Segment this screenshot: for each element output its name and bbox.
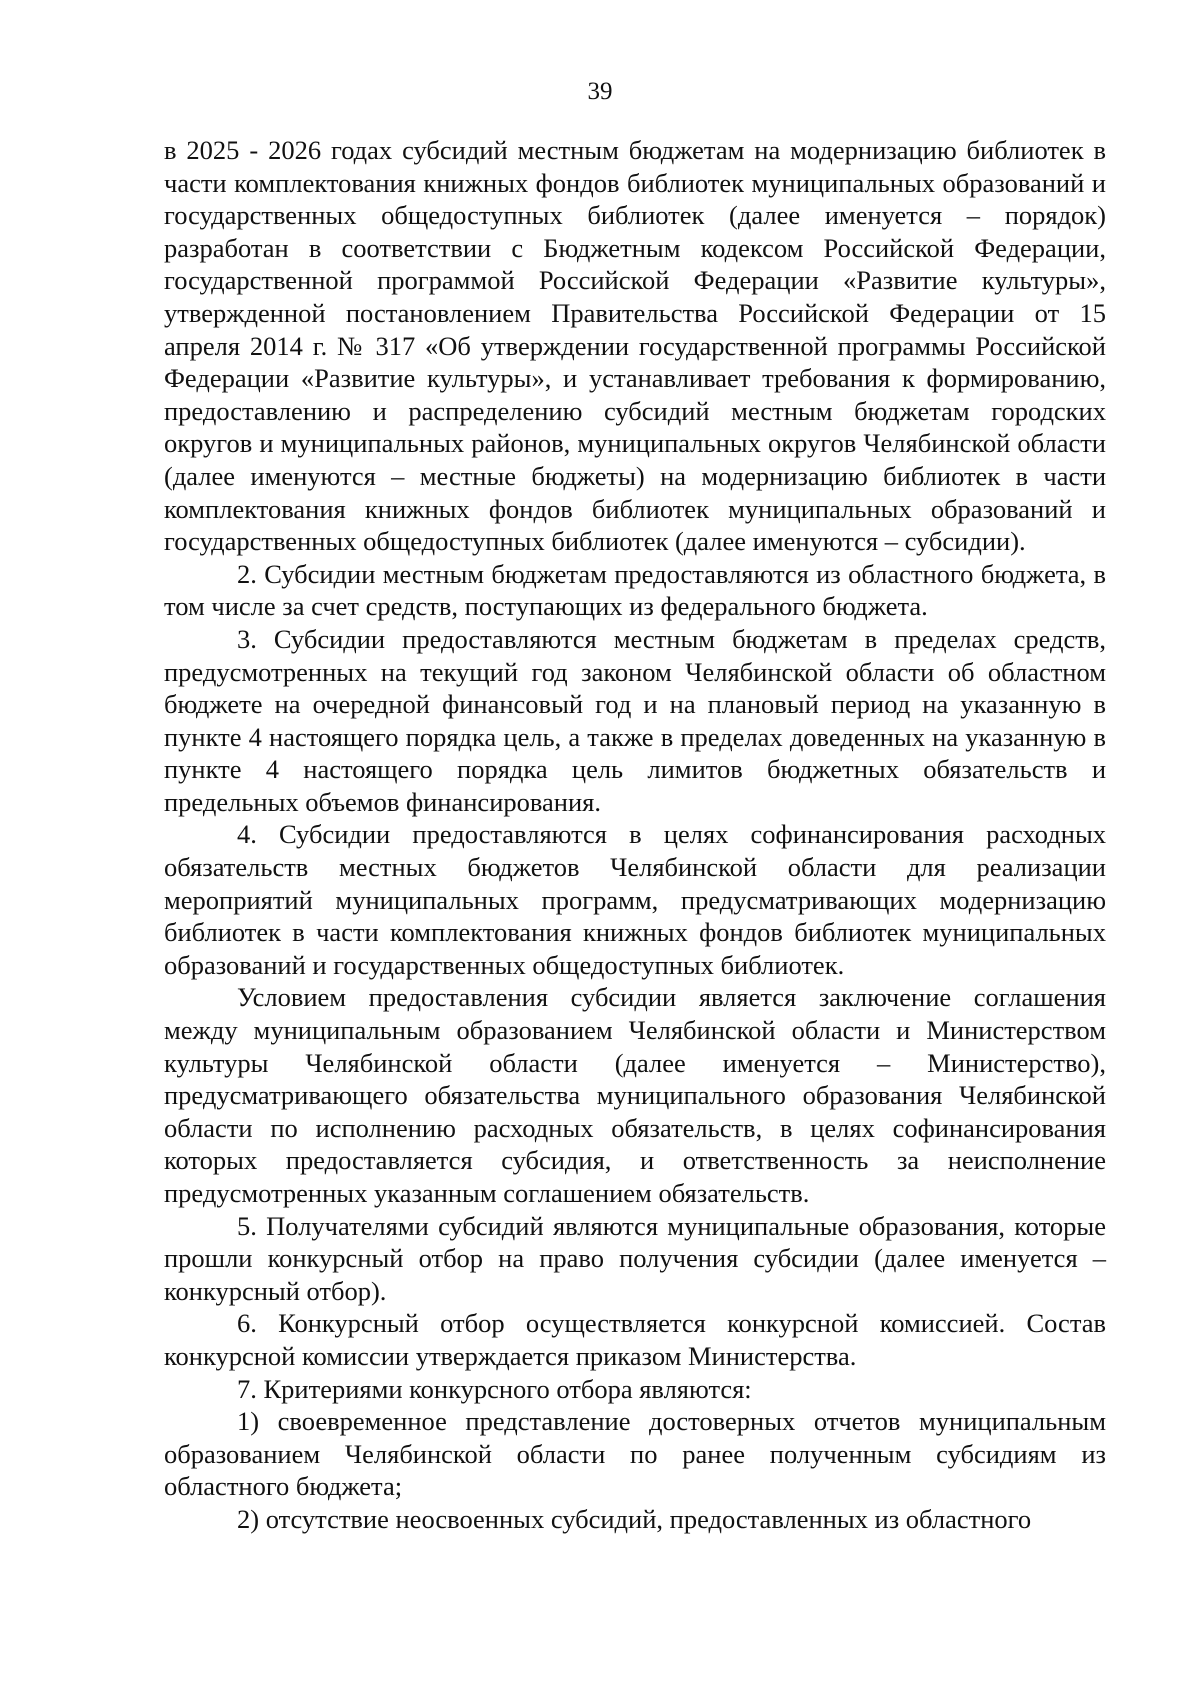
page-number: 39 bbox=[587, 78, 613, 105]
paragraph-item-3: 3. Субсидии предоставляются местным бюджетам в пределах средств, предусмотренных на текущий год законом Челябинской области об областном бюджете на очередной финансовый год и на плановый период на указанную в пункте 4 настоящего порядка цель, а также в пределах доведенных на указанную в пункте 4 настоящего порядка цель лимитов бюджетных обязательств и предельных объемов финансирования. bbox=[164, 623, 1106, 817]
paragraph-item-2: 2. Субсидии местным бюджетам предоставляются из областного бюджета, в том числе за счет средств, поступающих из федерального бюджета. bbox=[164, 558, 1106, 622]
body-text bbox=[164, 134, 1106, 1536]
paragraph-item-7: 7. Критериями конкурсного отбора являются: bbox=[237, 1373, 752, 1404]
paragraph-intro: в 2025 - 2026 годах субсидий местным бюджетам на модернизацию библиотек в части комплектования книжных фондов библиотек муниципальных образований и государственных общедоступных библиотек (далее именуется – порядок) разработан в соответствии с Бюджетным кодексом Российской Федерации, государственной программой Российской Федерации «Развитие культуры», утвержденной постановлением Правительства Российской Федерации от 15 апреля 2014 г. № 317 «Об утверждении государственной программы Российской Федерации «Развитие культуры», и устанавливает требования к формированию, предоставлению и распределению субсидий местным бюджетам городских округов и муниципальных районов, муниципальных округов Челябинской области (далее именуются – местные бюджеты) на модернизацию библиотек в части комплектования книжных фондов библиотек муниципальных образований и государственных общедоступных библиотек (далее именуются – субсидии). bbox=[164, 135, 1106, 557]
paragraph-condition: Условием предоставления субсидии является заключение соглашения между муниципальным образованием Челябинской области и Министерством культуры Челябинской области (далее именуется – Министерство), предусматривающего обязательства муниципального образования Челябинской области по исполнению расходных обязательств, в целях софинансирования которых предоставляется субсидия, и ответственность за неисполнение предусмотренных указанным соглашением обязательств. bbox=[164, 982, 1106, 1208]
paragraph-criterion-2: 2) отсутствие неосвоенных субсидий, предоставленных из областного bbox=[237, 1503, 1032, 1534]
paragraph-item-5: 5. Получателями субсидий являются муниципальные образования, которые прошли конкурсный отбор на право получения субсидии (далее именуется – конкурсный отбор). bbox=[164, 1210, 1106, 1306]
paragraph-item-4: 4. Субсидии предоставляются в целях софинансирования расходных обязательств местных бюджетов Челябинской области для реализации мероприятий муниципальных программ, предусматривающих модернизацию библиотек в части комплектования книжных фондов библиотек муниципальных образований и государственных общедоступных библиотек. bbox=[164, 819, 1106, 980]
paragraph-item-6: 6. Конкурсный отбор осуществляется конкурсной комиссией. Состав конкурсной комиссии утверждается приказом Министерства. bbox=[164, 1308, 1106, 1371]
paragraph-criterion-1: 1) своевременное представление достоверных отчетов муниципальным образованием Челябинской области по ранее полученным субсидиям из областного бюджета; bbox=[164, 1406, 1106, 1502]
